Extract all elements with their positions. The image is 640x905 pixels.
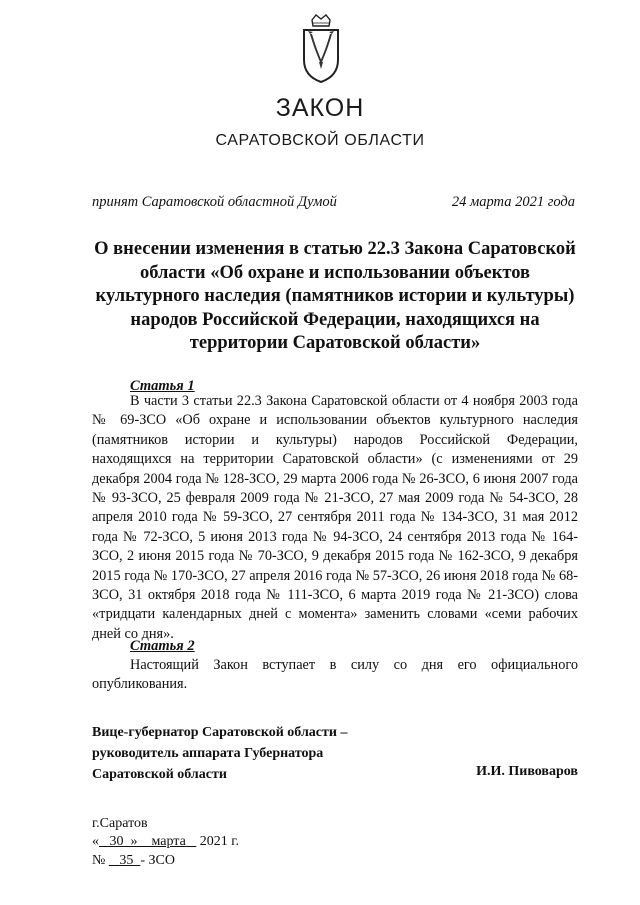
article-1-text: В части 3 статьи 22.3 Закона Саратовской области от 4 ноября 2003 года № 69-ЗСО «Об охране и использовании объектов культурного наследия (памятников истории и культуры) народов Российской Федерации, находящихся на территории Саратовской области» (с изменениями от 29 декабря 2004 года № 128-ЗСО, 29 марта 2006 года № 26-ЗСО, 6 июня 2007 года № 93-ЗСО, 25 февраля 2009 года № 21-ЗСО, 27 мая 2009 года № 54-ЗСО, 28 апреля 2010 года № 59-ЗСО, 27 сентября 2011 года № 134-ЗСО, 31 мая 2012 года № 72-ЗСО, 5 июня 2013 года № 94-ЗСО, 24 сентября 2013 года № 164-ЗСО, 2 июня 2015 года № 70-ЗСО, 9 декабря 2015 года № 162-ЗСО, 9 декабря 2015 года № 170-ЗСО, 27 апреля 2016 года № 57-ЗСО, 26 июня 2018 года № 68-ЗСО, 31 октября 2018 года № 111-ЗСО, 6 марта 2019 года № 21-ЗСО) слова «тридцати календарных дней с момента» заменить словами «семи рабочих дней со дня». [92, 393, 578, 642]
city: г.Саратов [92, 816, 148, 831]
number-value: 35 [119, 853, 134, 868]
law-title: ЗАКОН [275, 94, 365, 122]
saratov-coat-of-arms-icon [300, 14, 342, 86]
number-suffix: - ЗСО [140, 853, 175, 868]
region-subtitle: САРАТОВСКОЙ ОБЛАСТИ [215, 132, 425, 149]
signatory-position [92, 722, 347, 785]
date-open-quote: « [92, 834, 99, 849]
article-2-heading: Статья 2 [130, 638, 195, 654]
position-line-1: Вице-губернатор Саратовской области – [92, 725, 348, 740]
date-day: 30 [109, 834, 124, 849]
signatory-name: И.И. Пивоваров [476, 764, 578, 779]
adoption-date: 24 марта 2021 года [451, 194, 575, 210]
signing-date [92, 834, 239, 850]
article-2-text: Настоящий Закон вступает в силу со дня его официального опубликования. [92, 657, 578, 693]
adopted-by: принят Саратовской областной Думой [92, 194, 337, 210]
coat-of-arms-emblem [300, 14, 342, 86]
date-month: марта [151, 834, 186, 849]
position-line-2: руководитель аппарата Губернатора [92, 746, 324, 761]
document-title: О внесении изменения в статью 22.3 Закона Саратовской области «Об охране и использовании объектов культурного наследия (памятников истории и культуры) народов Российской Федерации, находящихся на территории Саратовской области» [94, 239, 576, 353]
article-1-heading: Статья 1 [130, 378, 195, 394]
law-number [92, 853, 175, 869]
date-close-quote: » [130, 834, 138, 849]
number-prefix: № [92, 853, 106, 868]
date-year: 2021 г. [199, 834, 239, 849]
position-line-3: Саратовской области [92, 767, 227, 782]
